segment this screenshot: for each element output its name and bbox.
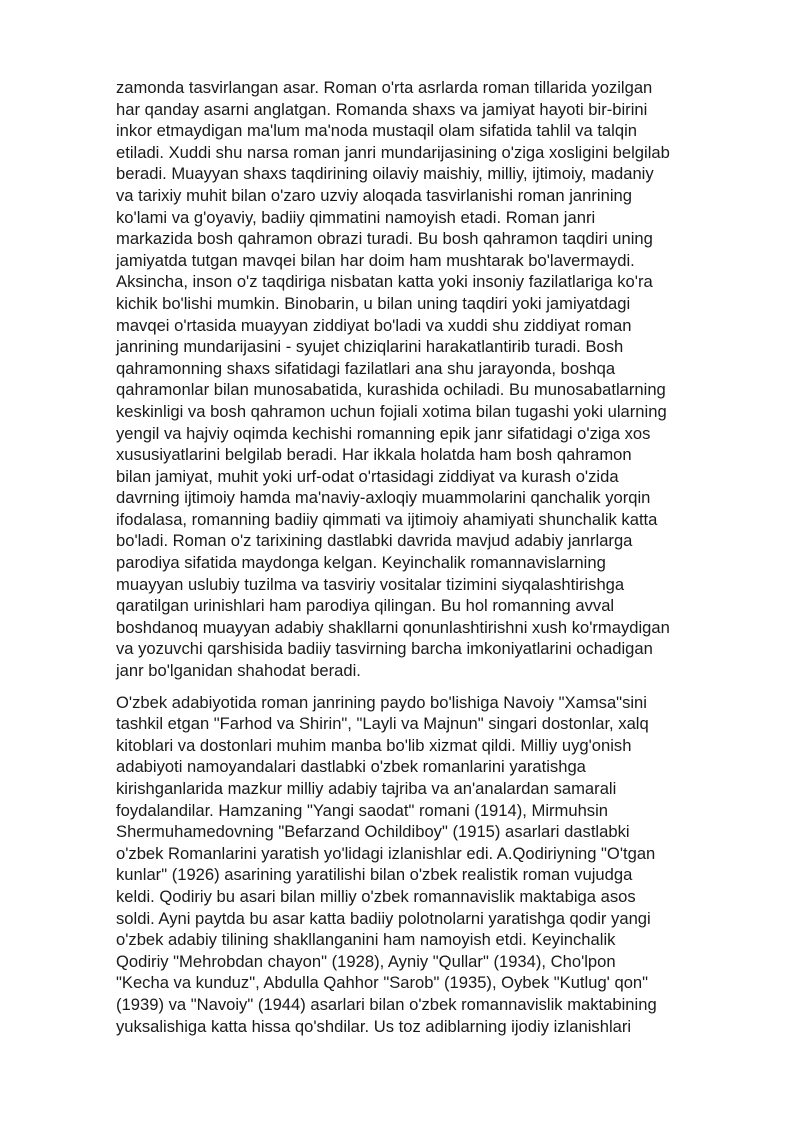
text-line: parodiya sifatida maydonga kelgan. Keyinchalik romannavislarning xyxy=(116,553,606,573)
text-line: soldi. Ayni paytda bu asar katta badiiy polotnolarni yaratishga qodir yangi xyxy=(116,908,651,928)
paragraph-roman-definition xyxy=(116,77,742,682)
text-line: markazida bosh qahramon obrazi turadi. Bu bosh qahramon taqdiri uning xyxy=(116,229,653,249)
text-line: foydalandilar. Hamzaning "Yangi saodat" romani (1914), Mirmuhsin xyxy=(116,800,609,820)
text-line: O'zbek adabiyotida roman janrining paydo bo'lishiga Navoiy "Xamsa"sini xyxy=(116,692,647,712)
text-line: qaratilgan urinishlari ham parodiya qilingan. Bu hol romanning avval xyxy=(116,596,615,616)
text-line: xususiyatlarini belgilab beradi. Har ikkala holatda ham bosh qahramon xyxy=(116,445,632,465)
text-line: har qanday asarni anglatgan. Romanda shaxs va jamiyat hayoti bir-birini xyxy=(116,99,648,119)
text-line: beradi. Muayyan shaxs taqdirining oilaviy maishiy, milliy, ijtimoiy, madaniy xyxy=(116,164,654,184)
text-line: tashkil etgan "Farhod va Shirin", "Layli va Majnun" singari dostonlar, xalq xyxy=(116,714,649,734)
text-line: (1939) va "Navoiy" (1944) asarlari bilan o'zbek romannavislik maktabining xyxy=(116,994,657,1014)
text-line: bilan jamiyat, muhit yoki urf-odat o'rtasidagi ziddiyat va kurash o'zida xyxy=(116,466,619,486)
text-line: o'zbek Romanlarini yaratish yo'lidagi izlanishlar edi. A.Qodiriyning "O'tgan xyxy=(116,843,656,863)
text-line: davrning ijtimoiy hamda ma'naviy-axloqiy muammolarini qanchalik yorqin xyxy=(116,488,651,508)
text-line: keldi. Qodiriy bu asari bilan milliy o'zbek romannavislik maktabiga asos xyxy=(116,886,636,906)
text-line: mavqei o'rtasida muayyan ziddiyat bo'ladi va xuddi shu ziddiyat roman xyxy=(116,315,632,335)
text-line: etiladi. Xuddi shu narsa roman janri mundarijasining o'ziga xosligini belgilab xyxy=(116,142,670,162)
text-line: ko'lami va g'oyaviy, badiiy qimmatini namoyish etadi. Roman janri xyxy=(116,207,596,227)
text-line: keskinligi va bosh qahramon uchun fojiali xotima bilan tugashi yoki ularning xyxy=(116,401,667,421)
text-line: va yozuvchi qarshisida badiiy tasvirning barcha imkoniyatlarini ochadigan xyxy=(116,639,653,659)
text-line: Aksincha, inson o'z taqdiriga nisbatan katta yoki insoniy fazilatlariga ko'ra xyxy=(116,272,653,292)
text-line: muayyan uslubiy tuzilma va tasviriy vositalar tizimini siyqalashtirishga xyxy=(116,574,625,594)
text-line: inkor etmaydigan ma'lum ma'noda mustaqil olam sifatida tahlil va talqin xyxy=(116,121,637,141)
text-line: kitoblari va dostonlari muhim manba bo'lib xizmat qildi. Milliy uyg'onish xyxy=(116,735,632,755)
text-line: yuksalishiga katta hissa qo'shdilar. Us toz adiblarning ijodiy izlanishlari xyxy=(116,1016,632,1036)
text-line: zamonda tasvirlangan asar. Roman o'rta asrlarda roman tillarida yozilgan xyxy=(116,78,653,97)
text-line: o'zbek adabiy tilining shakllanganini ham namoyish etdi. Keyinchalik xyxy=(116,930,616,950)
text-line: adabiyoti namoyandalari dastlabki o'zbek romanlarini yaratishga xyxy=(116,757,586,777)
paragraph-uzbek-roman-history xyxy=(116,692,742,1038)
text-line: Qodiriy "Mehrobdan chayon" (1928), Ayniy "Qullar" (1934), Cho'lpon xyxy=(116,951,616,971)
text-line: ifodalasa, romanning badiiy qimmati va ijtimoiy ahamiyati shunchalik katta xyxy=(116,509,658,529)
text-line: janr bo'lganidan shahodat beradi. xyxy=(116,661,361,681)
text-line: kichik bo'lishi mumkin. Binobarin, u bilan uning taqdiri yoki jamiyatdagi xyxy=(116,293,631,313)
text-line: qahramonning shaxs sifatidagi fazilatlari ana shu jarayonda, boshqa xyxy=(116,358,616,378)
text-line: yengil va hajviy oqimda kechishi romanning epik janr sifatidagi o'ziga xos xyxy=(116,423,651,443)
text-line: kunlar" (1926) asarining yaratilishi bilan o'zbek realistik roman vujudga xyxy=(116,865,633,885)
text-line: boshdanoq muayyan adabiy shakllarni qonunlashtirishni xush ko'rmaydigan xyxy=(116,617,670,637)
document-page xyxy=(116,77,742,1037)
text-line: bo'ladi. Roman o'z tarixining dastlabki davrida mavjud adabiy janrlarga xyxy=(116,531,633,551)
text-line: kirishganlarida mazkur milliy adabiy tajriba va an'analardan samarali xyxy=(116,779,617,798)
text-line: jamiyatda tutgan mavqei bilan har doim ham mushtarak bo'lavermaydi. xyxy=(116,250,635,270)
text-line: Shermuhamedovning "Befarzand Ochildiboy" (1915) asarlari dastlabki xyxy=(116,822,630,842)
text-line: "Kecha va kunduz", Abdulla Qahhor "Sarob" (1935), Oybek "Kutlug' qon" xyxy=(116,973,649,993)
text-line: janrining mundarijasini - syujet chiziqlarini harakatlantirib turadi. Bosh xyxy=(116,337,624,357)
text-line: va tarixiy muhit bilan o'zaro uzviy aloqada tasvirlanishi roman janrining xyxy=(116,185,632,205)
text-line: qahramonlar bilan munosabatida, kurashida ochiladi. Bu munosabatlarning xyxy=(116,380,666,400)
